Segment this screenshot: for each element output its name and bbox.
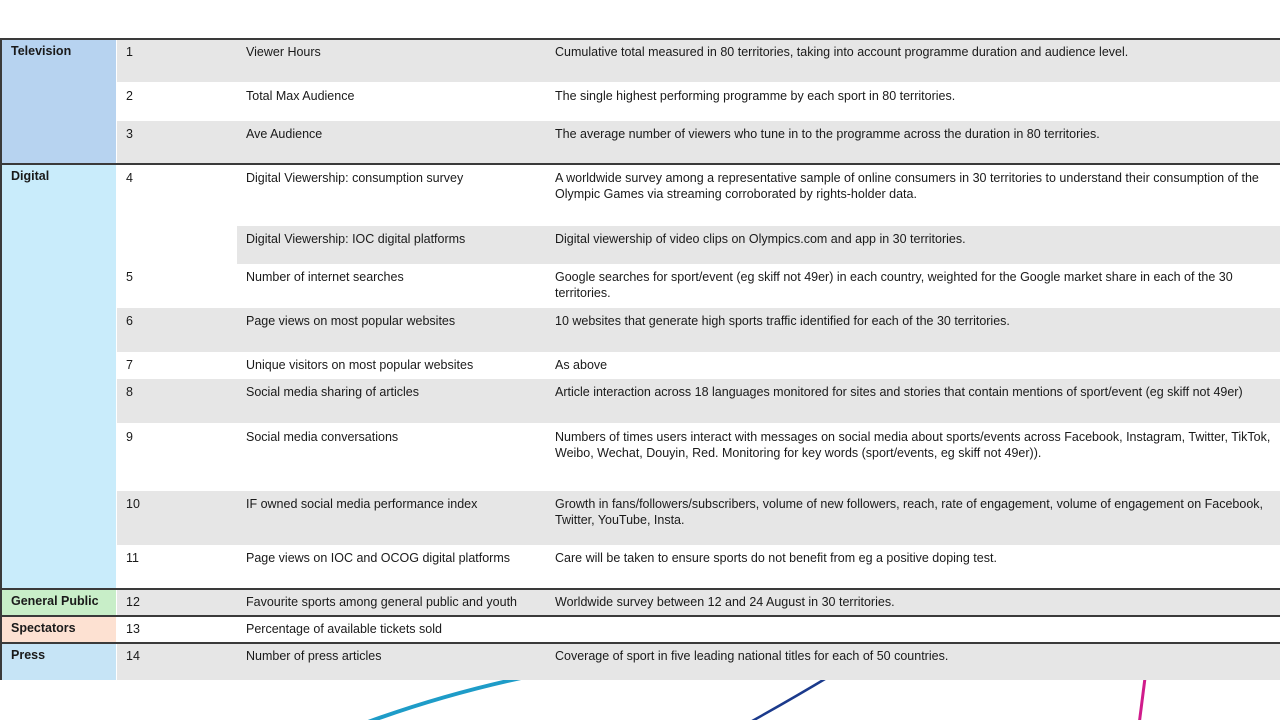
measure-label: Number of internet searches (246, 270, 404, 284)
measure-description: As above (555, 358, 608, 372)
row-number: 12 (126, 595, 140, 609)
row-number: 10 (126, 497, 140, 511)
measure-description: Article interaction across 18 languages monitored for sites and stories that contain mentions of sport/event (eg skiff not 49er) (555, 385, 1243, 399)
table-left-border (0, 39, 2, 680)
measure-description: Cumulative total measured in 80 territories, taking into account programme duration and audience level. (555, 45, 1129, 59)
measure-label: Viewer Hours (246, 45, 321, 59)
measure-label: Ave Audience (246, 127, 323, 141)
category-general-public: General Public (2, 589, 116, 616)
group-divider (0, 38, 1280, 40)
measure-description: Google searches for sport/event (eg skiff not 49er) in each country, weighted for the Google market share in each of the 30 territories. (555, 270, 1233, 300)
group-divider (0, 615, 1280, 617)
measure-description: The average number of viewers who tune in to the programme across the duration in 80 territories. (555, 127, 1100, 141)
measure-label: Page views on most popular websites (246, 314, 456, 328)
measure-label: Percentage of available tickets sold (246, 622, 442, 636)
row-number: 5 (126, 270, 133, 284)
measure-label: Unique visitors on most popular websites (246, 358, 474, 372)
group-divider (0, 163, 1280, 165)
row-number: 6 (126, 314, 133, 328)
category-digital: Digital (2, 164, 116, 589)
measure-description: Growth in fans/followers/subscribers, volume of new followers, reach, rate of engagement, volume of engagement on Facebook, Twitter, YouTube, Insta. (555, 497, 1264, 527)
measure-label: IF owned social media performance index (246, 497, 478, 511)
measure-label: Social media conversations (246, 430, 399, 444)
measure-label: Number of press articles (246, 649, 382, 663)
measure-label: Digital Viewership: IOC digital platforms (246, 232, 466, 246)
category-press: Press (2, 643, 116, 680)
measure-description: Digital viewership of video clips on Olympics.com and app in 30 territories. (555, 232, 966, 246)
measure-description: 10 websites that generate high sports traffic identified for each of the 30 territories. (555, 314, 1010, 328)
measure-label: Digital Viewership: consumption survey (246, 171, 464, 185)
row-number: 3 (126, 127, 133, 141)
row-number: 13 (126, 622, 140, 636)
row-number: 11 (126, 551, 139, 565)
measure-description: The single highest performing programme by each sport in 80 territories. (555, 89, 956, 103)
measure-label: Page views on IOC and OCOG digital platforms (246, 551, 511, 565)
measure-label: Total Max Audience (246, 89, 355, 103)
row-number: 9 (126, 430, 133, 444)
measure-description: Care will be taken to ensure sports do not benefit from eg a positive doping test. (555, 551, 997, 565)
measure-label: Favourite sports among general public and youth (246, 595, 517, 609)
measure-description: A worldwide survey among a representative sample of online consumers in 30 territories to understand their consumption of the Olympic Games via streaming corroborated by rights-holder data. (555, 171, 1259, 201)
category-spectators: Spectators (2, 616, 116, 643)
row-number: 14 (126, 649, 140, 663)
measure-description: Numbers of times users interact with messages on social media about sports/events across Facebook, Instagram, Twitter, TikTok, Weibo, Wechat, Douyin, Red. Monitoring for key words (sport/events, eg skiff not 49er)). (555, 430, 1271, 460)
row-number: 4 (126, 171, 133, 185)
measure-description: Worldwide survey between 12 and 24 August in 30 territories. (555, 595, 895, 609)
measure-description: Coverage of sport in five leading national titles for each of 50 countries. (555, 649, 949, 663)
row-number: 1 (126, 45, 133, 59)
category-television: Television (2, 39, 116, 164)
row-number: 7 (126, 358, 133, 372)
row-number: 8 (126, 385, 133, 399)
group-divider (0, 642, 1280, 644)
row-number: 2 (126, 89, 133, 103)
group-divider (0, 588, 1280, 590)
measure-label: Social media sharing of articles (246, 385, 419, 399)
